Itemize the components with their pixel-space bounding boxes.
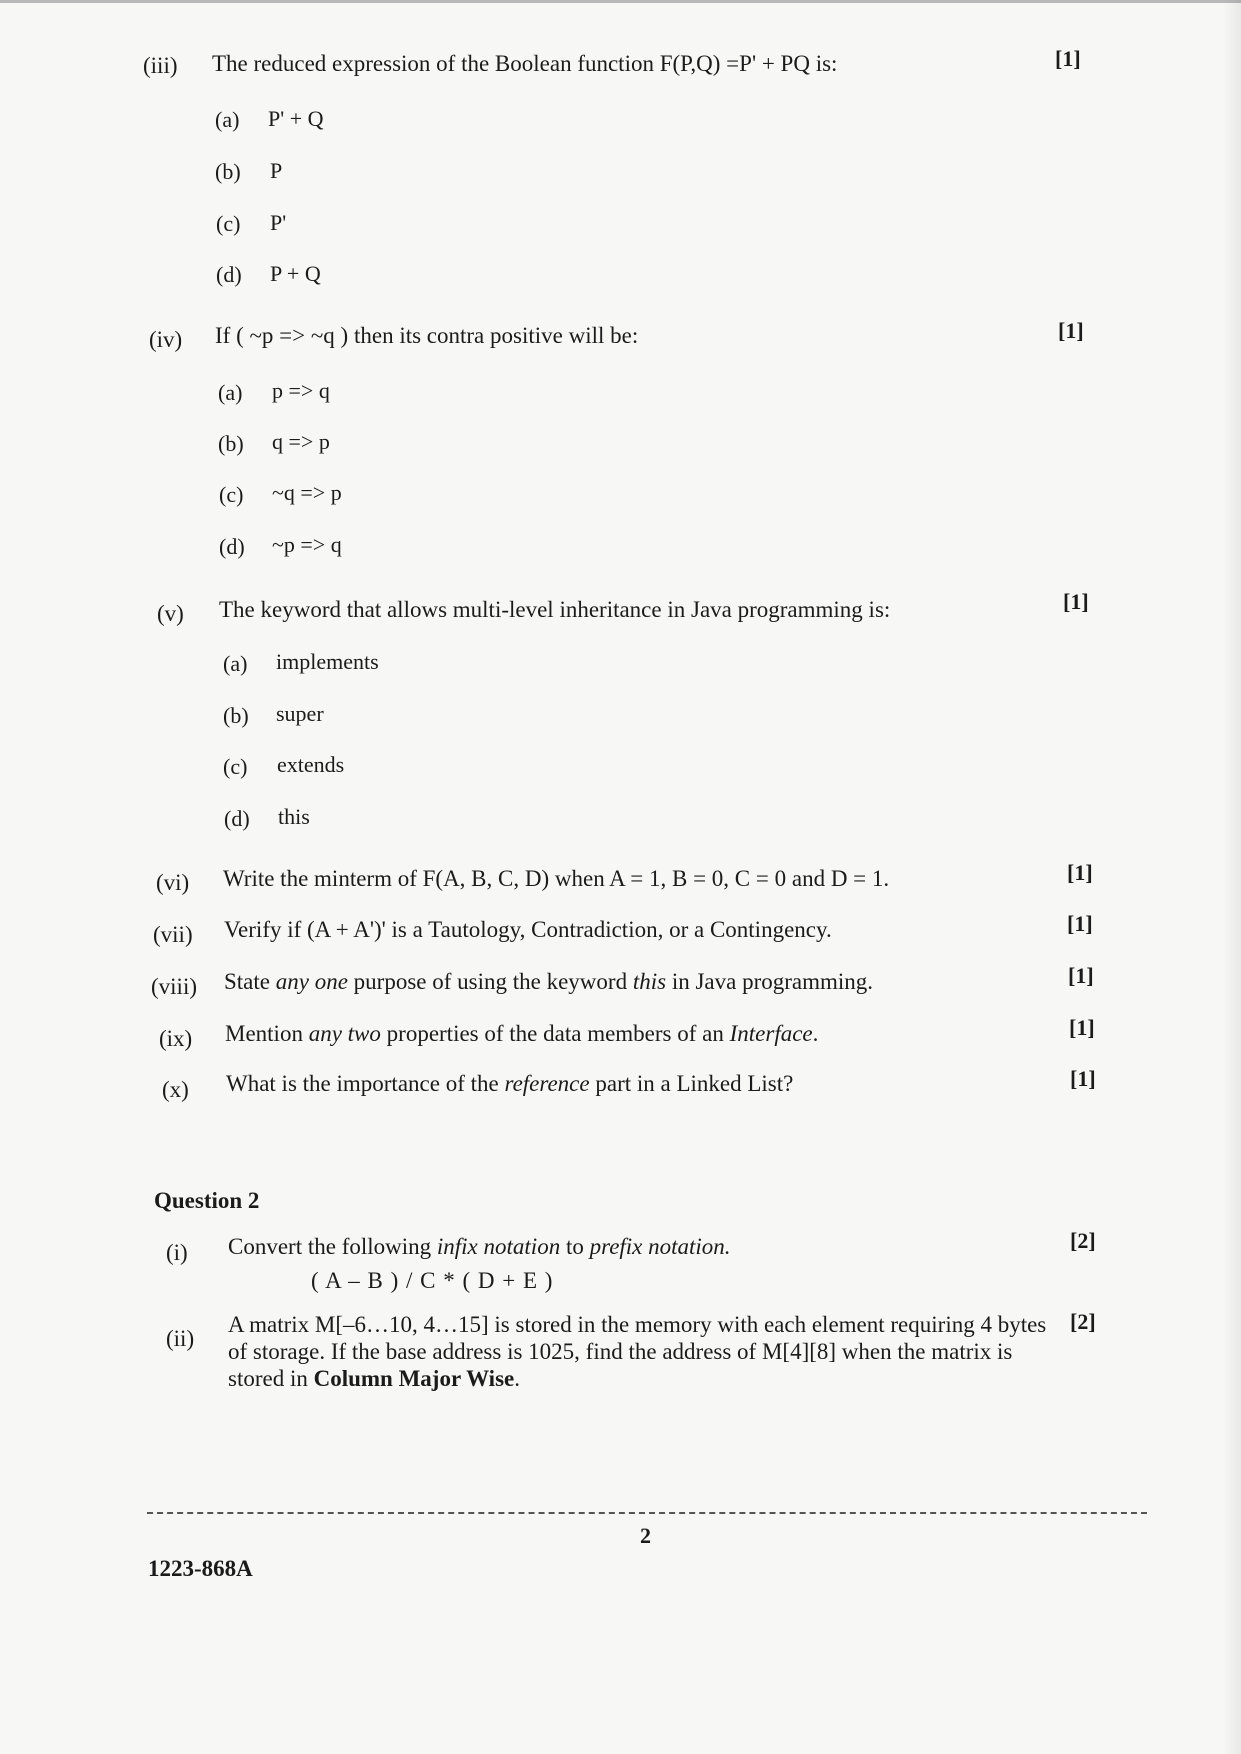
scan-top-edge [0,0,1241,3]
option-text: p => q [272,378,330,403]
question-number: (x) [162,1077,189,1102]
option-label: (d) [216,262,242,287]
option-label: (a) [215,107,240,132]
option-text: P' + Q [268,106,324,131]
footer-divider [147,1512,1147,1514]
option-label: (d) [219,534,245,559]
question-text: Convert the following infix notation to prefix notation. [228,1234,731,1259]
marks: [2] [1070,1228,1096,1253]
question-text: Verify if (A + A')' is a Tautology, Contradiction, or a Contingency. [224,917,832,942]
option-text: P + Q [270,261,321,286]
option-text: ~p => q [272,532,342,557]
question-text: The keyword that allows multi-level inheritance in Java programming is: [219,597,891,622]
option-label: (b) [223,703,249,728]
question-text: The reduced expression of the Boolean function F(P,Q) =P' + PQ is: [212,51,838,76]
marks: [1] [1070,1066,1096,1091]
option-text: P' [270,210,287,235]
option-label: (c) [223,754,248,779]
scan-right-shadow [1223,0,1241,1754]
paper-code: 1223-868A [148,1556,253,1581]
marks: [1] [1069,1015,1095,1040]
question-text: State any one purpose of using the keyword this in Java programming. [224,969,874,994]
option-label: (d) [224,806,250,831]
option-label: (b) [218,431,244,456]
option-text: q => p [272,429,330,454]
page-number: 2 [640,1523,651,1548]
question-number: (vi) [156,870,190,895]
option-text: super [276,701,324,726]
question-number: (i) [166,1240,188,1265]
question-number: (v) [157,601,184,626]
section-heading: Question 2 [154,1188,260,1213]
marks: [1] [1058,318,1084,343]
marks: [1] [1055,46,1081,71]
marks: [1] [1063,589,1089,614]
option-text: ~q => p [272,480,342,505]
question-number: (iii) [143,53,178,78]
question-number: (ix) [159,1026,193,1051]
option-label: (a) [218,380,243,405]
marks: [2] [1070,1309,1096,1334]
question-text: If ( ~p => ~q ) then its contra positive will be: [215,323,639,348]
option-text: extends [277,752,345,777]
option-label: (a) [223,651,248,676]
infix-expression: ( A – B ) / C * ( D + E ) [311,1268,554,1293]
option-text: implements [276,649,379,674]
option-label: (b) [215,159,241,184]
question-number: (ii) [166,1326,195,1351]
option-label: (c) [219,482,244,507]
option-text: this [278,804,310,829]
question-text: What is the importance of the reference part in a Linked List? [226,1071,794,1096]
marks: [1] [1067,860,1093,885]
question-text: A matrix M[–6…10, 4…15] is stored in the memory with each element requiring 4 bytes of storage. If the base address is 1025, find the address of M[4][8] when the matrix is stored in Column Major Wise. [228,1312,1047,1391]
question-number: (vii) [153,922,193,947]
question-number: (iv) [149,327,183,352]
marks: [1] [1068,963,1094,988]
option-label: (c) [216,211,241,236]
question-number: (viii) [151,974,197,999]
question-text: Write the minterm of F(A, B, C, D) when A = 1, B = 0, C = 0 and D = 1. [223,866,890,891]
option-text: P [270,158,283,183]
marks: [1] [1067,911,1093,936]
question-text: Mention any two properties of the data members of an Interface. [225,1021,819,1046]
